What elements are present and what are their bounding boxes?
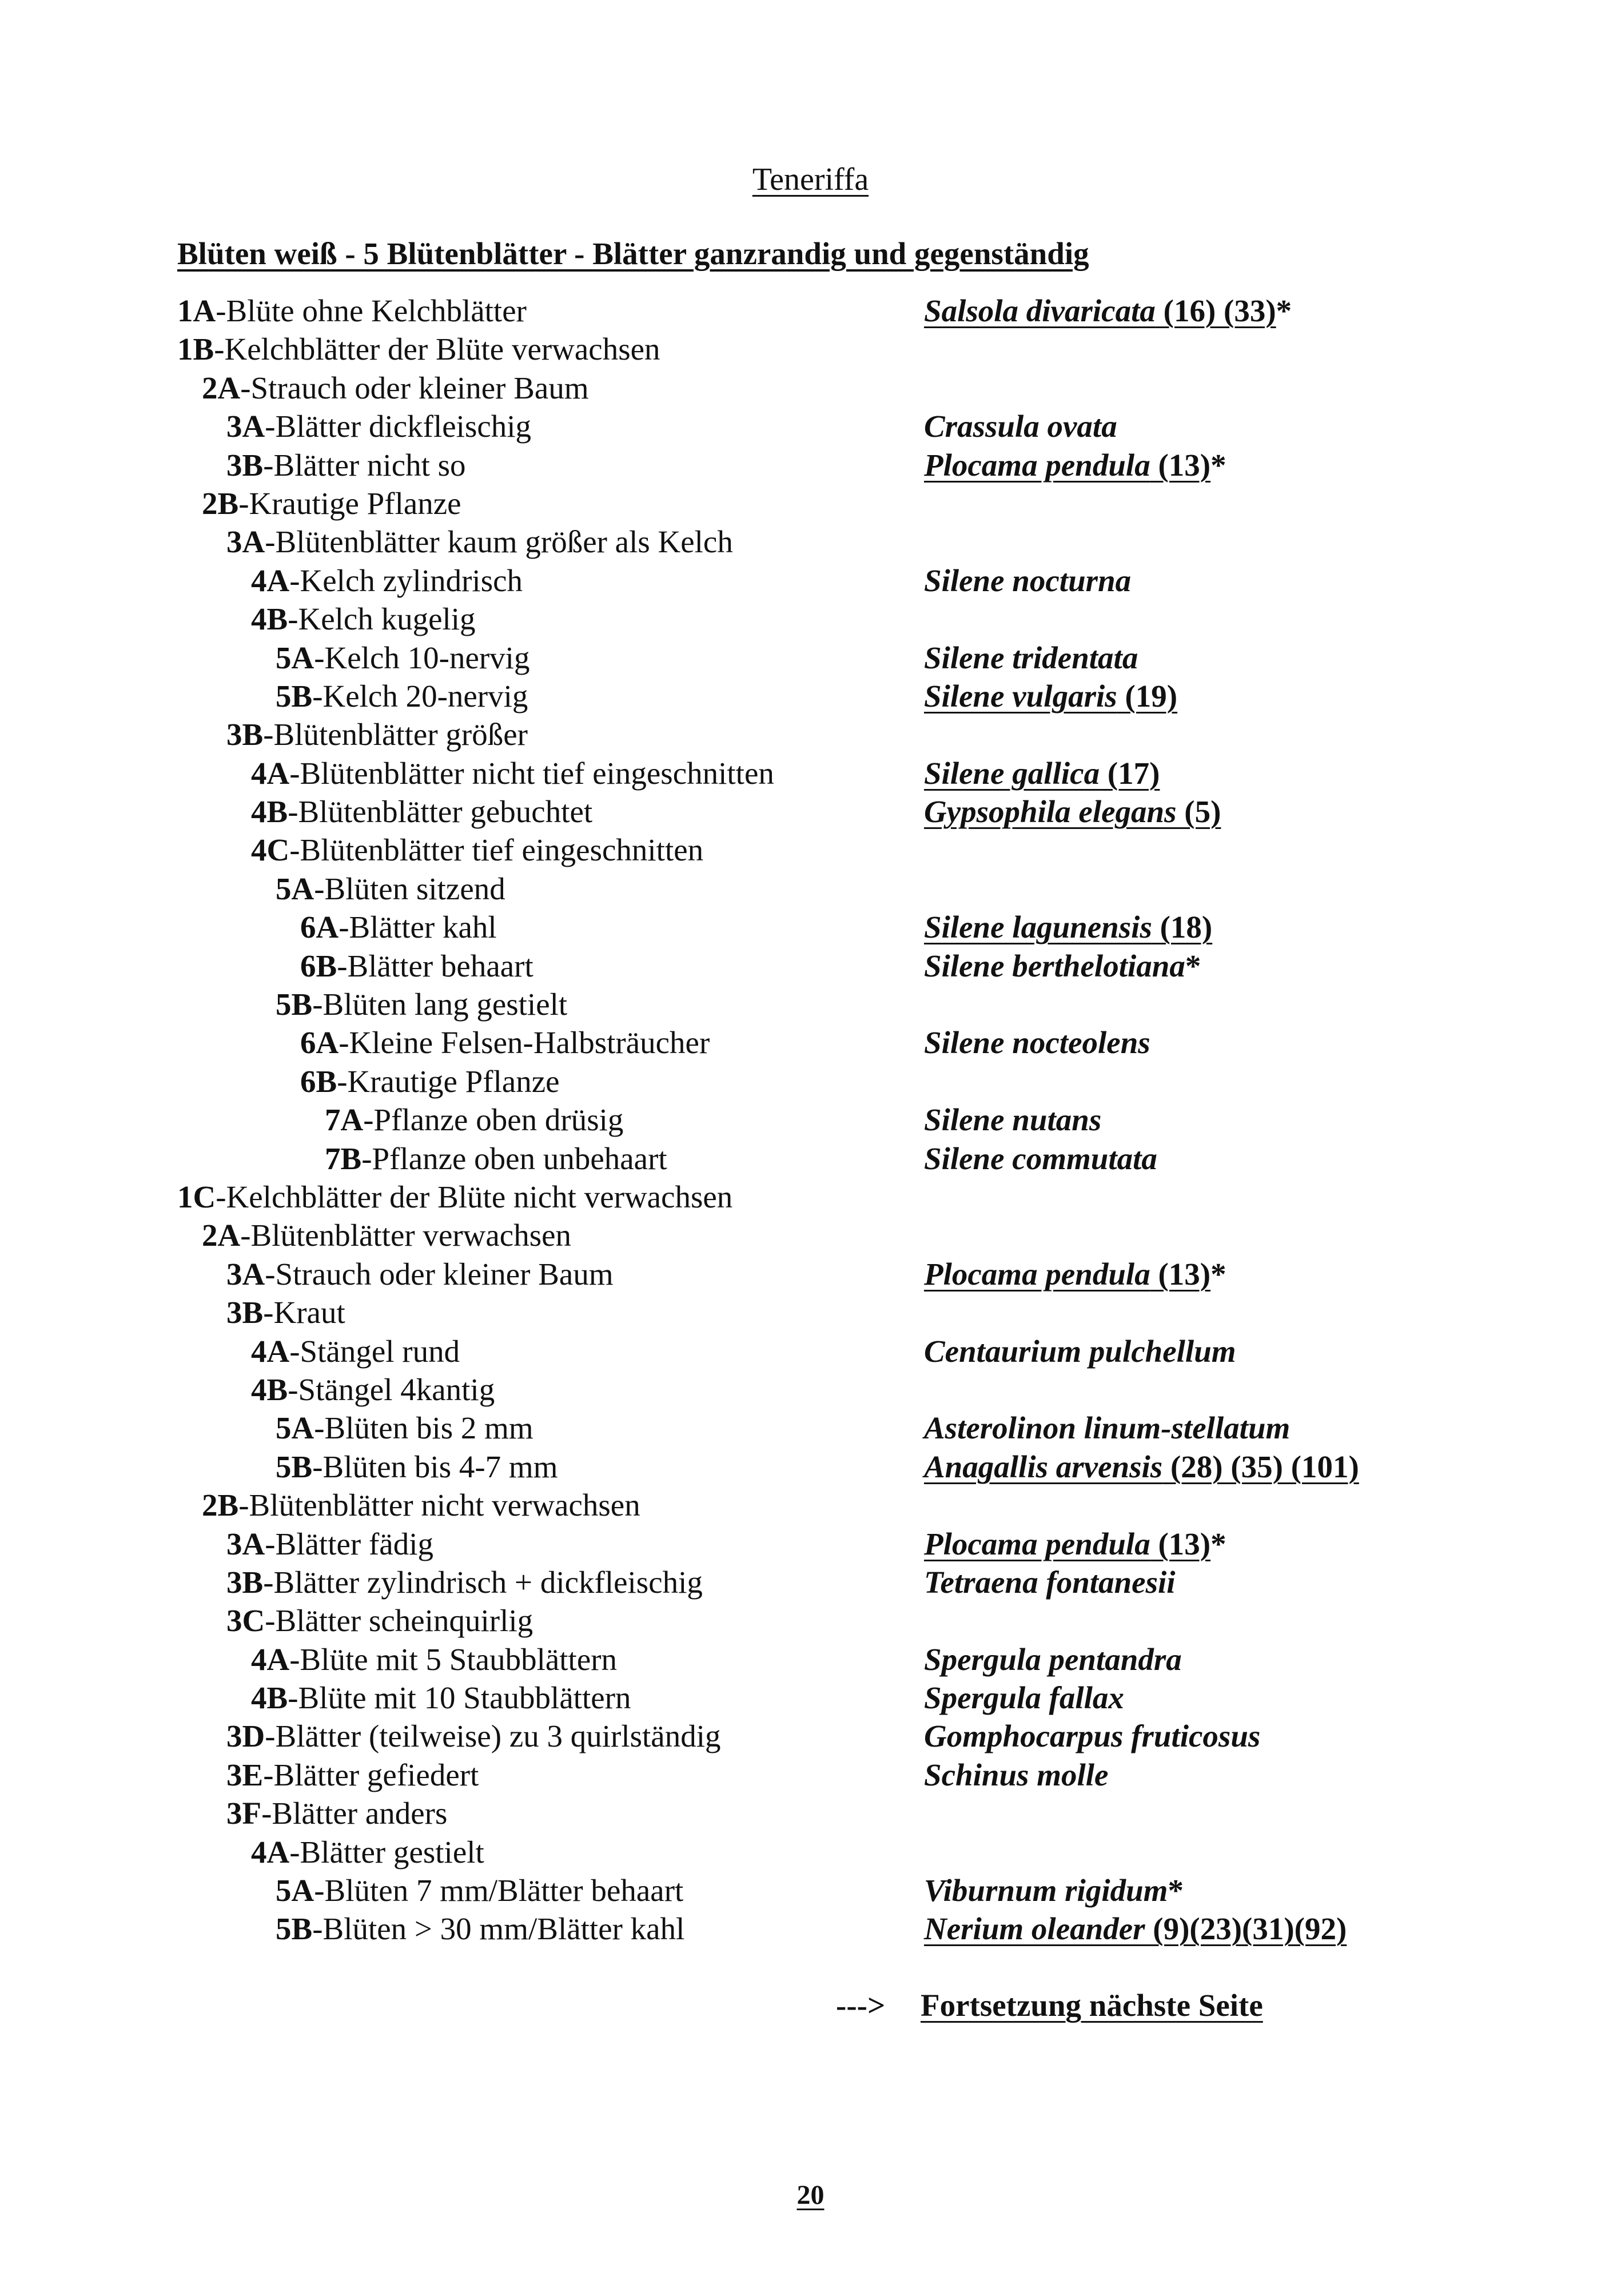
key-row — [177, 754, 1492, 792]
key-code: 6B — [300, 1063, 337, 1099]
species-references: (28) (35) (101) — [1162, 1449, 1359, 1484]
key-text: -Blüten lang gestielt — [312, 987, 568, 1022]
key-text: -Stängel rund — [289, 1333, 460, 1369]
key-text: -Kelchblätter der Blüte nicht verwachsen — [216, 1179, 733, 1214]
key-code: 4A — [251, 1834, 290, 1870]
key-row — [177, 1216, 1492, 1254]
key-row — [177, 639, 1492, 677]
key-condition — [276, 677, 528, 715]
key-text: -Blätter gestielt — [289, 1834, 484, 1870]
species-references: (19) — [1117, 678, 1178, 713]
key-code: 4A — [251, 563, 290, 598]
key-code: 1C — [177, 1179, 216, 1214]
species-references: (5) — [1176, 794, 1221, 830]
key-row — [177, 715, 1492, 754]
key-code: 6A — [300, 910, 339, 945]
key-condition — [276, 1409, 533, 1447]
endemic-marker: * — [1168, 1873, 1184, 1908]
identification-key — [177, 292, 1492, 1948]
key-text: -Blütenblätter gebuchtet — [288, 794, 593, 830]
key-row — [177, 1332, 1492, 1370]
key-condition — [251, 831, 703, 869]
species-name[interactable] — [924, 677, 1177, 715]
key-text: -Blätter zylindrisch + dickfleischig — [263, 1564, 703, 1600]
key-row — [177, 1601, 1492, 1640]
key-row — [177, 1910, 1492, 1948]
key-text: -Blütenblätter kaum größer als Kelch — [265, 524, 733, 560]
key-code: 3A — [226, 409, 265, 444]
key-text: -Blütenblätter verwachsen — [240, 1218, 572, 1253]
key-text: -Blütenblätter nicht tief eingeschnitten — [289, 755, 774, 791]
species-references: (17) — [1100, 755, 1160, 791]
key-condition — [325, 1139, 667, 1178]
species-label: Viburnum rigidum — [924, 1873, 1168, 1908]
key-condition — [226, 1794, 447, 1832]
key-text: -Stängel 4kantig — [288, 1372, 495, 1407]
key-row — [177, 1486, 1492, 1524]
species-name — [924, 1679, 1124, 1717]
key-text: -Blätter nicht so — [263, 447, 466, 483]
key-condition — [226, 715, 528, 754]
species-name[interactable] — [924, 908, 1212, 946]
key-text: -Blüte ohne Kelchblätter — [216, 293, 527, 328]
species-name[interactable] — [924, 754, 1160, 792]
key-row — [177, 1178, 1492, 1216]
key-condition — [202, 369, 589, 407]
key-code: 3B — [226, 717, 264, 752]
key-row — [177, 484, 1492, 523]
key-code: 3B — [226, 1295, 264, 1330]
key-code: 5B — [276, 987, 313, 1022]
key-row — [177, 831, 1492, 869]
species-name — [924, 1717, 1260, 1755]
key-row — [177, 1448, 1492, 1486]
key-code: 1A — [177, 293, 216, 328]
key-condition — [300, 908, 497, 946]
species-name[interactable] — [924, 792, 1221, 831]
species-name[interactable] — [924, 1448, 1359, 1486]
key-code: 4C — [251, 832, 290, 868]
continuation-link[interactable]: Fortsetzung nächste Seite — [921, 1988, 1263, 2023]
key-text: -Blüten sitzend — [314, 871, 505, 906]
key-row — [177, 330, 1492, 368]
species-label: Silene nocturna — [924, 563, 1132, 598]
species-label: Silene nocteolens — [924, 1025, 1150, 1061]
key-code: 4A — [251, 755, 290, 791]
key-code: 5B — [276, 1449, 313, 1484]
key-code: 2B — [202, 485, 239, 521]
species-name[interactable] — [924, 1910, 1347, 1948]
key-condition — [226, 1601, 533, 1640]
key-text: -Blätter scheinquirlig — [265, 1603, 533, 1639]
key-row — [177, 1833, 1492, 1871]
key-code: 3A — [226, 1526, 265, 1561]
key-text: -Strauch oder kleiner Baum — [240, 370, 589, 405]
key-row — [177, 292, 1492, 330]
key-condition — [251, 754, 774, 792]
key-code: 3F — [226, 1796, 262, 1831]
species-label: Silene gallica — [924, 755, 1100, 791]
species-label: Plocama pendula — [924, 447, 1150, 483]
species-name — [924, 1409, 1290, 1447]
species-references: (13) — [1150, 447, 1211, 483]
key-code: 7A — [325, 1102, 364, 1138]
key-condition — [276, 1871, 683, 1910]
key-row — [177, 1101, 1492, 1139]
key-text: -Blüten bis 2 mm — [314, 1410, 533, 1446]
key-condition — [300, 1062, 560, 1101]
species-label: Centaurium pulchellum — [924, 1333, 1236, 1369]
key-code: 4A — [251, 1333, 290, 1369]
key-code: 5A — [276, 871, 314, 906]
key-row — [177, 1679, 1492, 1717]
key-text: -Blätter fädig — [265, 1526, 433, 1561]
key-text: -Blüten 7 mm/Blätter behaart — [314, 1873, 684, 1908]
species-name — [924, 1563, 1176, 1601]
key-code: 6B — [300, 948, 337, 983]
key-condition — [202, 1486, 640, 1524]
species-label: Gomphocarpus fruticosus — [924, 1719, 1261, 1754]
species-references: (9)(23)(31)(92) — [1145, 1911, 1347, 1947]
key-row — [177, 1640, 1492, 1679]
key-row — [177, 407, 1492, 445]
key-code: 3A — [226, 1256, 265, 1292]
key-text: -Blütenblätter tief eingeschnitten — [289, 832, 704, 868]
key-text: -Kelch 20-nervig — [312, 678, 528, 713]
key-code: 5B — [276, 1911, 313, 1947]
key-text: -Pflanze oben drüsig — [363, 1102, 624, 1138]
continuation-arrow: ---> — [836, 1988, 886, 2023]
species-label: Spergula pentandra — [924, 1641, 1182, 1677]
species-references: (16) (33) — [1155, 293, 1276, 328]
key-code: 2A — [202, 370, 241, 405]
key-condition — [226, 407, 531, 445]
key-code: 3C — [226, 1603, 265, 1639]
key-text: -Strauch oder kleiner Baum — [265, 1256, 614, 1292]
key-code: 5A — [276, 1410, 314, 1446]
species-label: Anagallis arvensis — [924, 1449, 1163, 1484]
species-label: Crassula ovata — [924, 409, 1117, 444]
key-text: -Blätter gefiedert — [263, 1757, 479, 1792]
species-references: (18) — [1152, 910, 1213, 945]
endemic-marker: * — [1210, 1526, 1226, 1561]
key-text: -Kleine Felsen-Halbsträucher — [338, 1025, 710, 1061]
key-row — [177, 908, 1492, 946]
key-code: 5A — [276, 640, 314, 675]
key-condition — [177, 330, 660, 368]
endemic-marker: * — [1210, 1256, 1226, 1292]
key-condition — [251, 1679, 631, 1717]
key-condition — [202, 1216, 571, 1254]
key-condition — [276, 639, 529, 677]
species-label: Plocama pendula — [924, 1526, 1150, 1561]
key-code: 4B — [251, 1680, 288, 1716]
key-text: -Blüte mit 5 Staubblättern — [289, 1641, 618, 1677]
key-condition — [226, 1255, 614, 1293]
key-condition — [300, 1023, 710, 1062]
species-name — [924, 1139, 1157, 1178]
key-code: 2B — [202, 1488, 239, 1523]
key-row — [177, 446, 1492, 484]
species-name[interactable] — [924, 1255, 1226, 1293]
key-row — [177, 1255, 1492, 1293]
key-text: -Blätter (teilweise) zu 3 quirlständig — [265, 1719, 721, 1754]
species-label: Spergula fallax — [924, 1680, 1124, 1716]
key-text: -Blätter anders — [261, 1796, 448, 1831]
key-code: 1B — [177, 332, 214, 367]
key-condition — [276, 870, 505, 908]
species-name — [924, 947, 1201, 985]
key-row — [177, 1563, 1492, 1601]
key-row — [177, 1756, 1492, 1794]
key-condition — [226, 1717, 721, 1755]
key-text: -Blätter behaart — [337, 948, 533, 983]
key-row — [177, 1023, 1492, 1062]
species-label: Silene commutata — [924, 1141, 1157, 1176]
place-title: Teneriffa — [752, 162, 869, 197]
species-label: Plocama pendula — [924, 1256, 1150, 1292]
key-code: 6A — [300, 1025, 339, 1061]
key-condition — [177, 292, 527, 330]
species-label: Silene vulgaris — [924, 678, 1117, 713]
key-row — [177, 1717, 1492, 1755]
key-text: -Kelchblätter der Blüte verwachsen — [214, 332, 660, 367]
key-condition — [251, 792, 592, 831]
key-code: 3B — [226, 447, 264, 483]
key-condition — [226, 523, 733, 561]
key-text: -Blätter dickfleischig — [265, 409, 532, 444]
key-condition — [251, 1833, 484, 1871]
key-condition — [226, 1563, 703, 1601]
key-code: 5B — [276, 678, 313, 713]
species-references: (13) — [1150, 1526, 1211, 1561]
key-text: -Krautige Pflanze — [238, 485, 461, 521]
key-code: 4B — [251, 1372, 288, 1407]
key-code: 3D — [226, 1719, 265, 1754]
key-code: 3A — [226, 524, 265, 560]
key-condition — [300, 947, 533, 985]
key-row — [177, 1794, 1492, 1832]
key-row — [177, 1409, 1492, 1447]
key-text: -Blüten bis 4-7 mm — [312, 1449, 558, 1484]
key-code: 5A — [276, 1873, 314, 1908]
key-code: 7B — [325, 1141, 362, 1176]
continuation-note — [836, 1987, 1263, 2023]
key-condition — [226, 1525, 433, 1563]
species-name[interactable] — [924, 1525, 1226, 1563]
key-row — [177, 1525, 1492, 1563]
species-name — [924, 1101, 1101, 1139]
key-condition — [251, 1370, 495, 1409]
species-label: Gypsophila elegans — [924, 794, 1177, 830]
species-label: Silene berthelotiana — [924, 948, 1185, 983]
key-text: -Kelch zylindrisch — [289, 563, 523, 598]
key-text: -Kelch kugelig — [288, 601, 476, 637]
species-name — [924, 639, 1138, 677]
key-text: -Blätter kahl — [338, 910, 497, 945]
species-name — [924, 407, 1117, 445]
key-condition — [251, 1332, 460, 1370]
species-label: Silene lagunensis — [924, 910, 1152, 945]
key-row — [177, 369, 1492, 407]
key-condition — [276, 1448, 557, 1486]
species-label: Asterolinon linum-stellatum — [924, 1410, 1291, 1446]
species-label: Schinus molle — [924, 1757, 1109, 1792]
species-name — [924, 1756, 1108, 1794]
species-label: Salsola divaricata — [924, 293, 1156, 328]
key-condition — [251, 600, 476, 638]
key-row — [177, 523, 1492, 561]
key-condition — [226, 1756, 479, 1794]
key-heading: Blüten weiß - 5 Blütenblätter - Blätter ganzrandig und gegenständig — [177, 236, 1089, 271]
page-number: 20 — [796, 2180, 825, 2210]
key-text: -Blüte mit 10 Staubblättern — [288, 1680, 631, 1716]
key-text: -Blütenblätter nicht verwachsen — [238, 1488, 640, 1523]
key-code: 3B — [226, 1564, 264, 1600]
endemic-marker: * — [1276, 293, 1292, 328]
species-name — [924, 1871, 1184, 1910]
species-name[interactable] — [924, 446, 1226, 484]
key-row — [177, 600, 1492, 638]
species-label: Silene tridentata — [924, 640, 1138, 675]
key-row — [177, 985, 1492, 1023]
key-row — [177, 792, 1492, 831]
endemic-marker: * — [1185, 948, 1201, 983]
species-name — [924, 1023, 1150, 1062]
key-condition — [276, 1910, 684, 1948]
key-condition — [226, 446, 466, 484]
endemic-marker: * — [1210, 447, 1226, 483]
key-condition — [251, 1640, 617, 1679]
key-condition — [202, 484, 461, 523]
key-text: -Blütenblätter größer — [263, 717, 528, 752]
species-label: Nerium oleander — [924, 1911, 1145, 1947]
key-condition — [177, 1178, 732, 1216]
species-name — [924, 561, 1131, 600]
species-name — [924, 1332, 1236, 1370]
key-text: -Blüten > 30 mm/Blätter kahl — [312, 1911, 685, 1947]
key-condition — [251, 561, 523, 600]
key-row — [177, 677, 1492, 715]
key-row — [177, 561, 1492, 600]
key-code: 4A — [251, 1641, 290, 1677]
key-row — [177, 947, 1492, 985]
species-label: Tetraena fontanesii — [924, 1564, 1176, 1600]
key-text: -Kelch 10-nervig — [314, 640, 530, 675]
key-row — [177, 1139, 1492, 1178]
key-code: 2A — [202, 1218, 241, 1253]
species-references: (13) — [1150, 1256, 1211, 1292]
key-code: 3E — [226, 1757, 264, 1792]
key-row — [177, 1370, 1492, 1409]
key-condition — [226, 1293, 345, 1332]
key-condition — [325, 1101, 623, 1139]
key-code: 4B — [251, 794, 288, 830]
key-text: -Pflanze oben unbehaart — [361, 1141, 667, 1176]
key-row — [177, 1062, 1492, 1101]
key-text: -Kraut — [263, 1295, 345, 1330]
key-row — [177, 1871, 1492, 1910]
species-name — [924, 1640, 1182, 1679]
species-name[interactable] — [924, 292, 1292, 330]
species-label: Silene nutans — [924, 1102, 1102, 1138]
key-row — [177, 870, 1492, 908]
key-text: -Krautige Pflanze — [337, 1063, 560, 1099]
key-code: 4B — [251, 601, 288, 637]
key-row — [177, 1293, 1492, 1332]
key-condition — [276, 985, 567, 1023]
